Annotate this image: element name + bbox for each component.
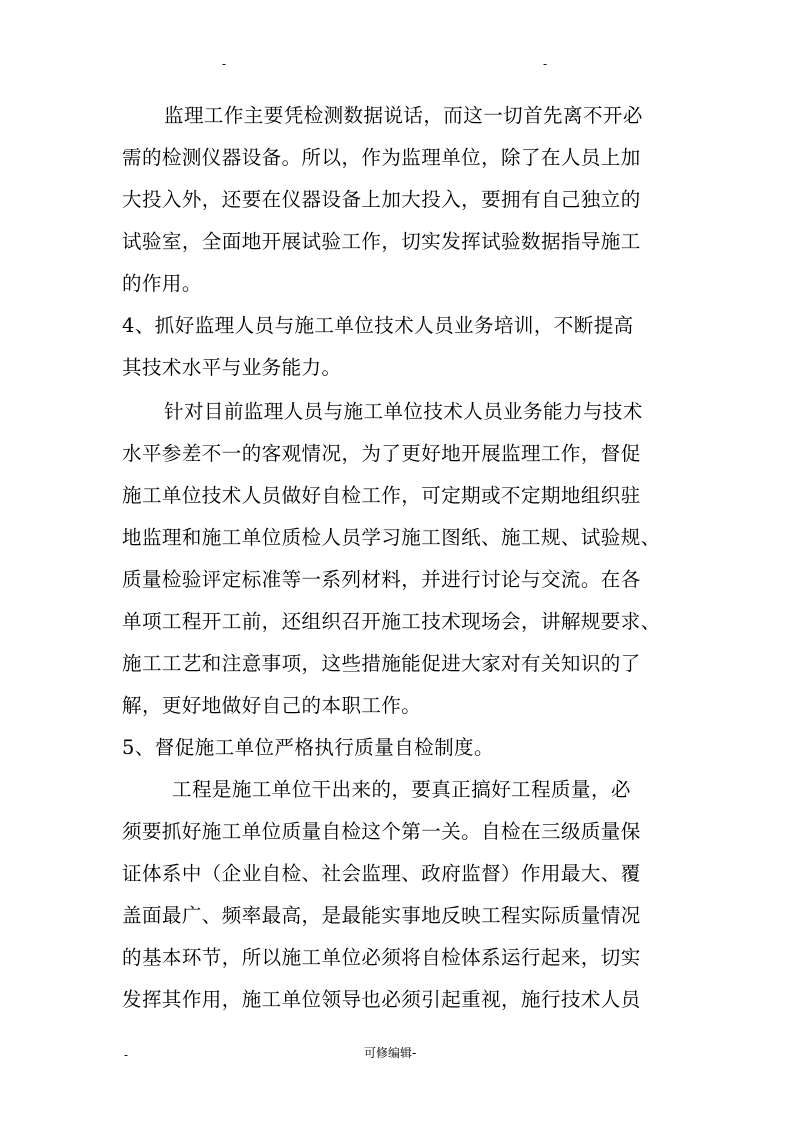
- text-line-1: 监理工作主要凭检测数据说话，而这一切首先离不开必: [164, 104, 643, 127]
- text-line-10: 施工单位技术人员做好自检工作，可定期或不定期地组织驻: [122, 484, 641, 507]
- text-line-22: 发挥其作用，施工单位领导也必须引起重视，施行技术人员: [122, 988, 641, 1011]
- header-mark-left: -: [222, 57, 227, 71]
- text-line-15: 解，更好地做好自己的本职工作。: [122, 694, 422, 717]
- text-line-18: 须要抓好施工单位质量自检这个第一关。自检在三级质量保: [122, 820, 641, 843]
- footer-text: 可修编辑-: [364, 1046, 417, 1060]
- text-line-8: 针对目前监理人员与施工单位技术人员业务能力与技术: [164, 400, 643, 423]
- header-mark-right: -: [543, 57, 548, 71]
- text-line-13: 单项工程开工前，还组织召开施工技术现场会，讲解规要求、: [122, 610, 661, 633]
- text-line-12: 质量检验评定标准等一系列材料，并进行讨论与交流。在各: [122, 568, 641, 591]
- text-line-2: 需的检测仪器设备。所以，作为监理单位，除了在人员上加: [122, 146, 641, 169]
- text-line-20: 盖面最广、频率最高，是最能实事地反映工程实际质量情况: [122, 904, 641, 927]
- text-line-4: 试验室，全面地开展试验工作，切实发挥试验数据指导施工: [122, 230, 641, 253]
- text-line-5: 的作用。: [122, 272, 202, 295]
- footer-dash: -: [124, 1048, 129, 1062]
- text-line-16: 5、督促施工单位严格执行质量自检制度。: [122, 736, 494, 759]
- text-line-14: 施工工艺和注意事项，这些措施能促进大家对有关知识的了: [122, 652, 641, 675]
- text-line-6: 4、抓好监理人员与施工单位技术人员业务培训，不断提高: [122, 314, 634, 337]
- text-line-21: 的基本环节，所以施工单位必须将自检体系运行起来，切实: [122, 946, 641, 969]
- text-line-3: 大投入外，还要在仪器设备上加大投入，要拥有自己独立的: [122, 188, 641, 211]
- text-line-7: 其技术水平与业务能力。: [122, 356, 342, 379]
- text-line-11: 地监理和施工单位质检人员学习施工图纸、施工规、试验规、: [122, 526, 661, 549]
- text-line-17: 工程是施工单位干出来的，要真正搞好工程质量，必: [172, 778, 631, 801]
- text-line-19: 证体系中（企业自检、社会监理、政府监督）作用最大、覆: [122, 862, 641, 885]
- text-line-9: 水平参差不一的客观情况，为了更好地开展监理工作，督促: [122, 442, 641, 465]
